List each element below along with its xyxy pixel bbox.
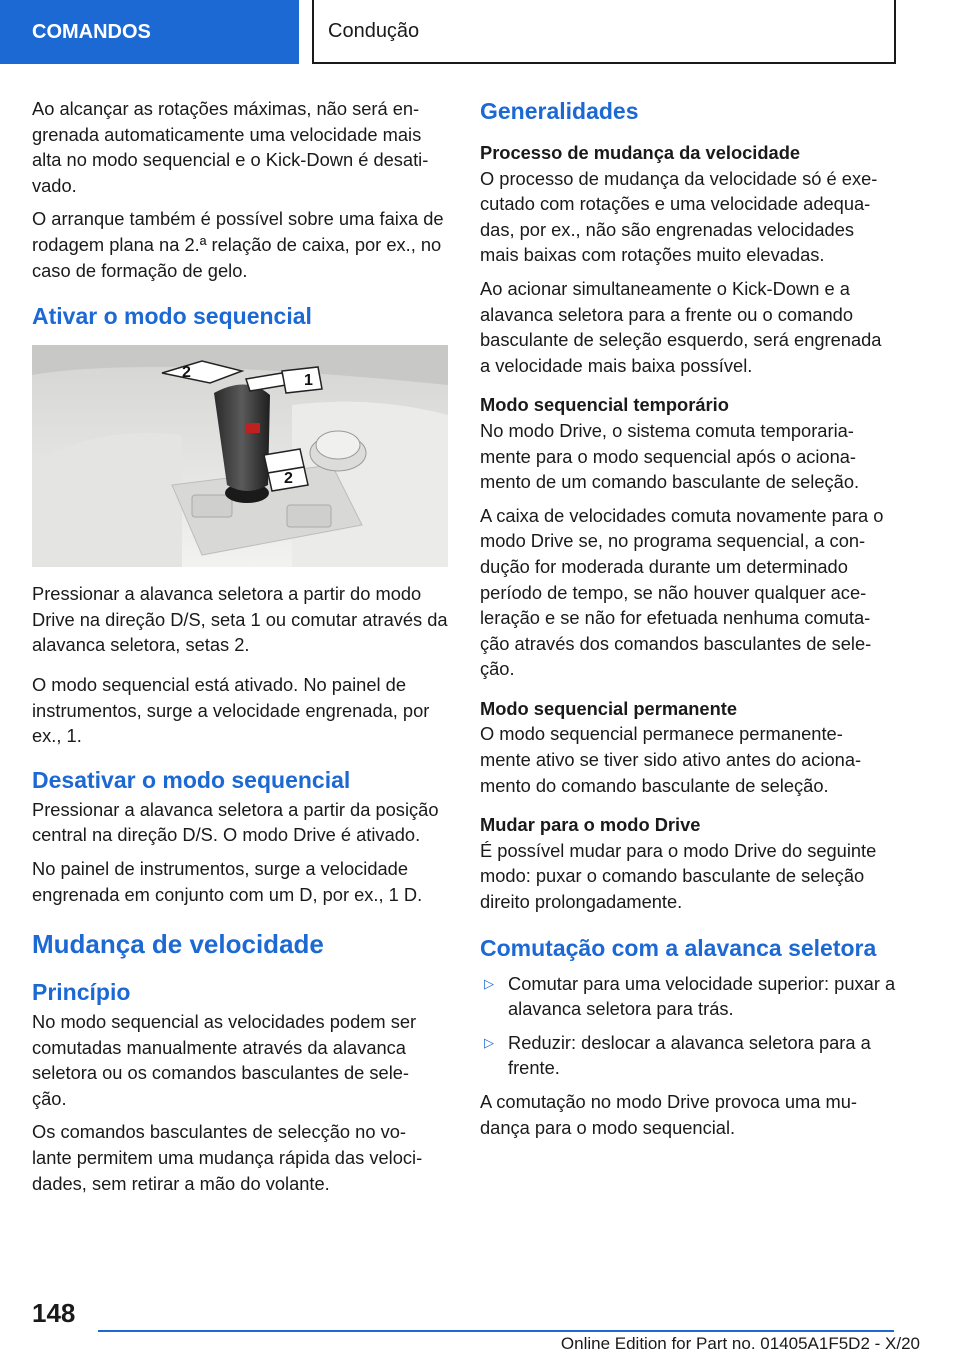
- heading-processo: Processo de mudança da velocidade: [480, 142, 801, 163]
- paragraph: É possível mudar para o modo Drive do seguinte modo: puxar o comando basculante de seleção direito prolongadamente.: [480, 839, 877, 913]
- section-title: COMANDOS: [32, 20, 151, 43]
- left-column: [32, 96, 448, 1204]
- gear-selector-svg: [32, 345, 448, 567]
- section-tab: [0, 0, 299, 64]
- heading-principio: Princípio: [32, 979, 131, 1006]
- paragraph: Os comandos basculantes de selecção no vo- lante permitem uma mudança rápida das veloci- dades, sem retirar a mão do volante.: [32, 1121, 423, 1194]
- heading-generalidades: Generalidades: [480, 98, 639, 124]
- arrow-label-1: 1: [304, 372, 313, 390]
- paragraph: O arranque também é possível sobre uma faixa de rodagem plana na 2.ª relação de caixa, por ex., no caso de formação de gelo.: [32, 208, 444, 281]
- paragraph: A comutação no modo Drive provoca uma mu- dança para o modo sequencial.: [480, 1091, 857, 1138]
- heading-temporario: Modo sequencial temporário: [480, 394, 729, 416]
- heading-ativar: Ativar o modo sequencial: [32, 303, 312, 330]
- footer-divider: [98, 1330, 894, 1332]
- page-number: 148: [32, 1298, 76, 1328]
- list-item: [480, 971, 896, 1022]
- paragraph: Pressionar a alavanca seletora a partir da posição central na direção D/S. O modo Drive é ativado.: [32, 798, 439, 846]
- footer-edition: Online Edition for Part no. 01405A1F5D2 - X/20: [560, 1334, 920, 1353]
- paragraph: Pressionar a alavanca seletora a partir do modo Drive na direção D/S, seta 1 ou comutar através da alavanca seletora, setas 2.: [32, 583, 448, 656]
- chapter-title: Condução: [328, 19, 420, 42]
- heading-comutacao: Comutação com a alavanca seletora: [480, 934, 877, 961]
- chapter-header: [312, 0, 896, 64]
- list-item-text: Comutar para uma velocidade superior: puxar a alavanca seletora para trás.: [508, 972, 896, 1020]
- paragraph: Ao acionar simultaneamente o Kick-Down e a alavanca seletora para a frente ou o comando basculante de seleção esquerdo, será engrenada a velocidade mais baixa possível.: [480, 277, 882, 376]
- paragraph: A caixa de velocidades comuta novamente para o modo Drive se, no programa sequencial, a con- dução for moderada durante um determinado período de tempo, se não houver qualquer ace- leração e se não for efetuada nenhuma comuta- ção através dos comandos basculantes de sele- ção.: [480, 504, 884, 680]
- heading-permanente: Modo sequencial permanente: [480, 697, 738, 719]
- paragraph: O modo sequencial permanece permanente- mente ativo se tiver sido ativo antes do aciona- mento do comando basculante de seleção.: [480, 723, 862, 796]
- gear-selector-illustration: [32, 345, 448, 567]
- arrow-label-2-bottom: 2: [284, 470, 293, 488]
- triangle-bullet-icon: ▷: [484, 1034, 494, 1050]
- list-item: [480, 1030, 896, 1081]
- list-item-text: Reduzir: deslocar a alavanca seletora para a frente.: [508, 1031, 871, 1079]
- paragraph: No modo sequencial as velocidades podem ser comutadas manualmente através da alavanca seletora ou os comandos basculantes de sele- ção.: [32, 1011, 417, 1109]
- paragraph: O modo sequencial está ativado. No painel de instrumentos, surge a velocidade engrenada, por ex., 1.: [32, 673, 430, 747]
- arrow-label-2-top: 2: [182, 364, 191, 382]
- heading-desativar: Desativar o modo sequencial: [32, 766, 351, 793]
- paragraph: No modo Drive, o sistema comuta temporaria- mente para o modo sequencial após o aciona- mento de um comando basculante de seleção.: [480, 419, 860, 493]
- heading-mudar: Mudar para o modo Drive: [480, 814, 701, 836]
- paragraph: O processo de mudança da velocidade só é exe- cutado com rotações e uma velocidade adequa- das, por ex., não são engrenadas velocidades mais baixas com rotações muito elevadas.: [480, 167, 878, 266]
- paragraph: No painel de instrumentos, surge a velocidade engrenada em conjunto com um D, por ex., 1 D.: [32, 857, 423, 905]
- heading-mudanca: Mudança de velocidade: [32, 929, 324, 960]
- paragraph: Ao alcançar as rotações máximas, não será en- grenada automaticamente uma velocidade mais alta no modo sequencial e o Kick-Down é desati- vado.: [32, 98, 429, 196]
- right-column: [480, 96, 896, 1148]
- triangle-bullet-icon: ▷: [484, 975, 494, 991]
